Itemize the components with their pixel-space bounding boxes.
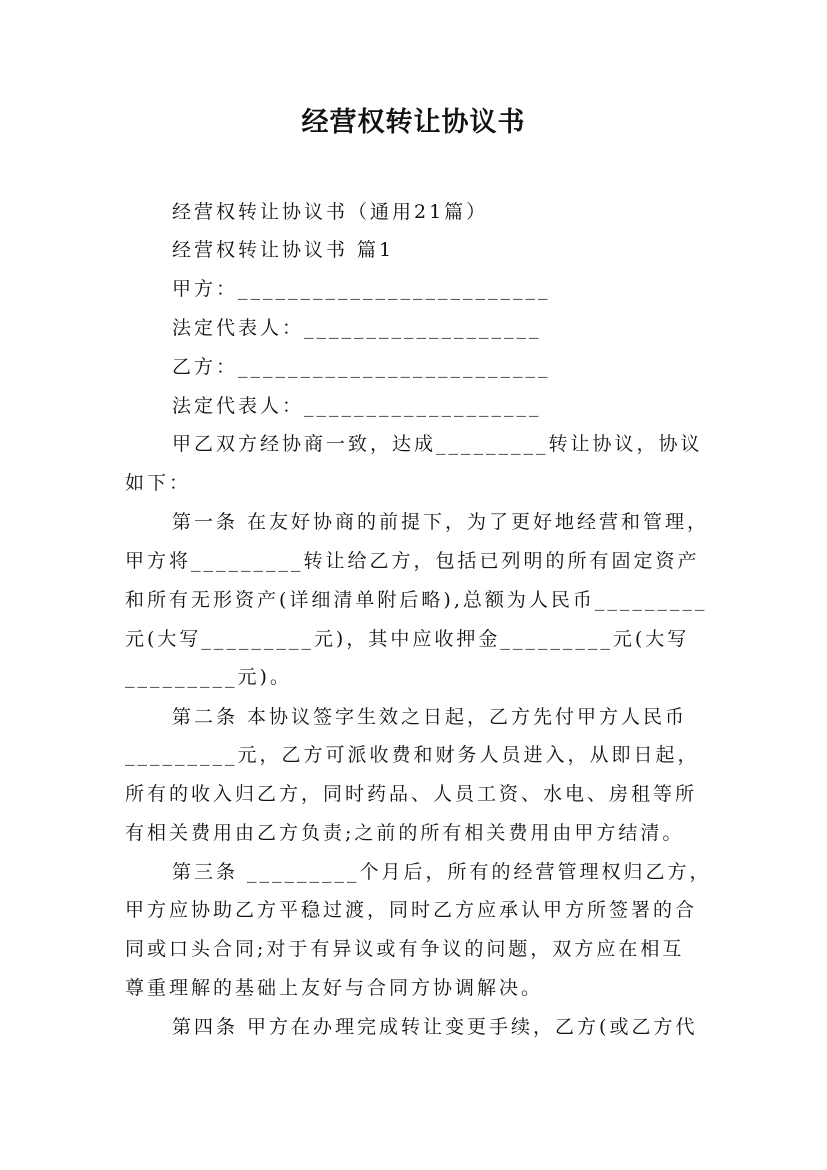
text-line: 第二条 本协议签字生效之日起，乙方先付甲方人民币 [172, 706, 688, 728]
text-line: 和所有无形资产(详细清单附后略),总额为人民币_________ [125, 589, 708, 611]
text-line: 法定代表人：___________________ [172, 317, 542, 339]
text-line: _________元，乙方可派收费和财务人员进入，从即日起， [125, 744, 700, 766]
text-line: 经营权转让协议书（通用21篇） [172, 201, 489, 223]
text-line: 尊重理解的基础上友好与合同方协调解决。 [125, 977, 544, 999]
text-line: 经营权转让协议书 篇1 [172, 239, 395, 261]
text-line: 乙方：_________________________ [172, 356, 551, 378]
text-line: 如下： [125, 472, 192, 494]
text-line: 同或口头合同;对于有异议或有争议的问题，双方应在相互 [125, 938, 685, 960]
text-line: 第四条 甲方在办理完成转让变更手续，乙方(或乙方代 [172, 1016, 698, 1038]
text-line: 甲方应协助乙方平稳过渡，同时乙方应承认甲方所签署的合 [125, 899, 698, 921]
text-line: 第三条 _________个月后，所有的经营管理权归乙方， [172, 861, 712, 883]
text-line: _________元)。 [125, 666, 292, 688]
text-line: 甲方将_________转让给乙方，包括已列明的所有固定资产 [125, 550, 700, 572]
document-title: 经营权转让协议书 [301, 107, 526, 138]
text-line: 第一条 在友好协商的前提下，为了更好地经营和管理， [172, 511, 710, 533]
text-line: 元(大写_________元)，其中应收押金_________元(大写 [125, 628, 690, 650]
text-line: 有相关费用由乙方负责;之前的所有相关费用由甲方结清。 [125, 822, 685, 844]
text-line: 所有的收入归乙方，同时药品、人员工资、水电、房租等所 [125, 783, 698, 805]
text-line: 甲乙双方经协商一致，达成_________转让协议，协议 [172, 433, 703, 455]
text-line: 甲方：_________________________ [172, 278, 551, 300]
text-line: 法定代表人：___________________ [172, 395, 542, 417]
